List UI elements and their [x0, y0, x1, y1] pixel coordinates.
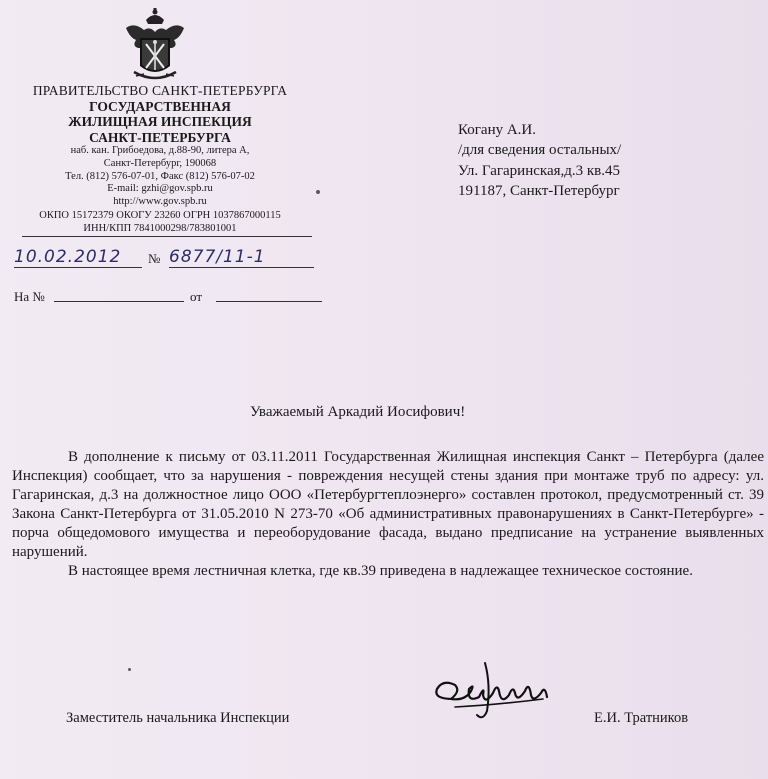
- addressee-block: [458, 120, 621, 201]
- letter-body: [12, 448, 764, 581]
- body-paragraph-2: В настоящее время лестничная клетка, где кв.39 приведена в надлежащее техническое состояние.: [68, 563, 693, 580]
- addressee-name: Когану А.И.: [458, 122, 537, 138]
- body-paragraph-1: В дополнение к письму от 03.11.2011 Государственная Жилищная инспекция Санкт – Петербурга (далее Инспекция) сообщает, что за нарушения - повреждения несущей стены здания при монтаже труб по адресу: ул. Гагаринская, д.3 на должностное лицо ООО «Петербургтеплоэнерго» составлен протокол, предусмотренный ст. 39 Закона Санкт-Петербурга от 31.05.2010 N 273-70 «Об административных правонарушениях в Санкт-Петербурге» - порча общедомового имущества и переоборудование фасада, выдано предписание на устранение выявленных нарушений.: [12, 449, 764, 561]
- agency-codes-line2: ИНН/КПП 7841000298/783801001: [83, 223, 237, 235]
- registration-date: 10.02.2012: [14, 247, 142, 268]
- signer-title: Заместитель начальника Инспекции: [66, 710, 290, 726]
- agency-name-line2: ЖИЛИЩНАЯ ИНСПЕКЦИЯ: [68, 114, 252, 130]
- agency-name-line3: САНКТ-ПЕТЕРБУРГА: [89, 129, 231, 145]
- addressee-street: Ул. Гагаринская,д.3 кв.45: [458, 162, 621, 179]
- addressee-note: /для сведения остальных/: [458, 142, 622, 159]
- reference-line: [14, 289, 324, 307]
- addressee-city: 191187, Санкт-Петербург: [458, 182, 620, 199]
- registration-number-label: №: [148, 251, 161, 266]
- registration-line: [14, 247, 314, 271]
- government-name: ПРАВИТЕЛЬСТВО САНКТ-ПЕТЕРБУРГА: [32, 83, 288, 98]
- agency-address-line2: Санкт-Петербург, 190068: [103, 157, 217, 169]
- header-divider: [22, 236, 312, 237]
- agency-phone: Тел. (812) 576-07-01, Факс (812) 576-07-02: [65, 170, 255, 182]
- agency-address-line1: наб. кан. Грибоедова, д.88-90, литера А,: [70, 145, 250, 157]
- agency-name-line1: ГОСУДАРСТВЕННАЯ: [89, 98, 231, 114]
- greeting: Уважаемый Аркадий Иосифович!: [250, 404, 466, 420]
- agency-email: E-mail: gzhi@gov.spb.ru: [107, 183, 213, 195]
- signer-name: Е.И. Тратников: [594, 710, 689, 726]
- sender-header: [10, 83, 310, 235]
- reference-number-blank: [54, 301, 184, 302]
- scan-speck: [128, 668, 131, 671]
- reference-date-blank: [216, 301, 322, 302]
- registration-number: 6877/11-1: [169, 247, 314, 268]
- reference-date-label: от: [190, 289, 203, 304]
- reference-number-label: На №: [14, 289, 45, 304]
- agency-codes-line1: ОКПО 15172379 ОКОГУ 23260 ОГРН 1037867000115: [39, 210, 281, 222]
- agency-website: http://www.gov.spb.ru: [113, 196, 207, 208]
- scan-speck: [316, 190, 320, 194]
- handwritten-signature: [425, 655, 560, 727]
- coat-of-arms-emblem: [120, 8, 190, 84]
